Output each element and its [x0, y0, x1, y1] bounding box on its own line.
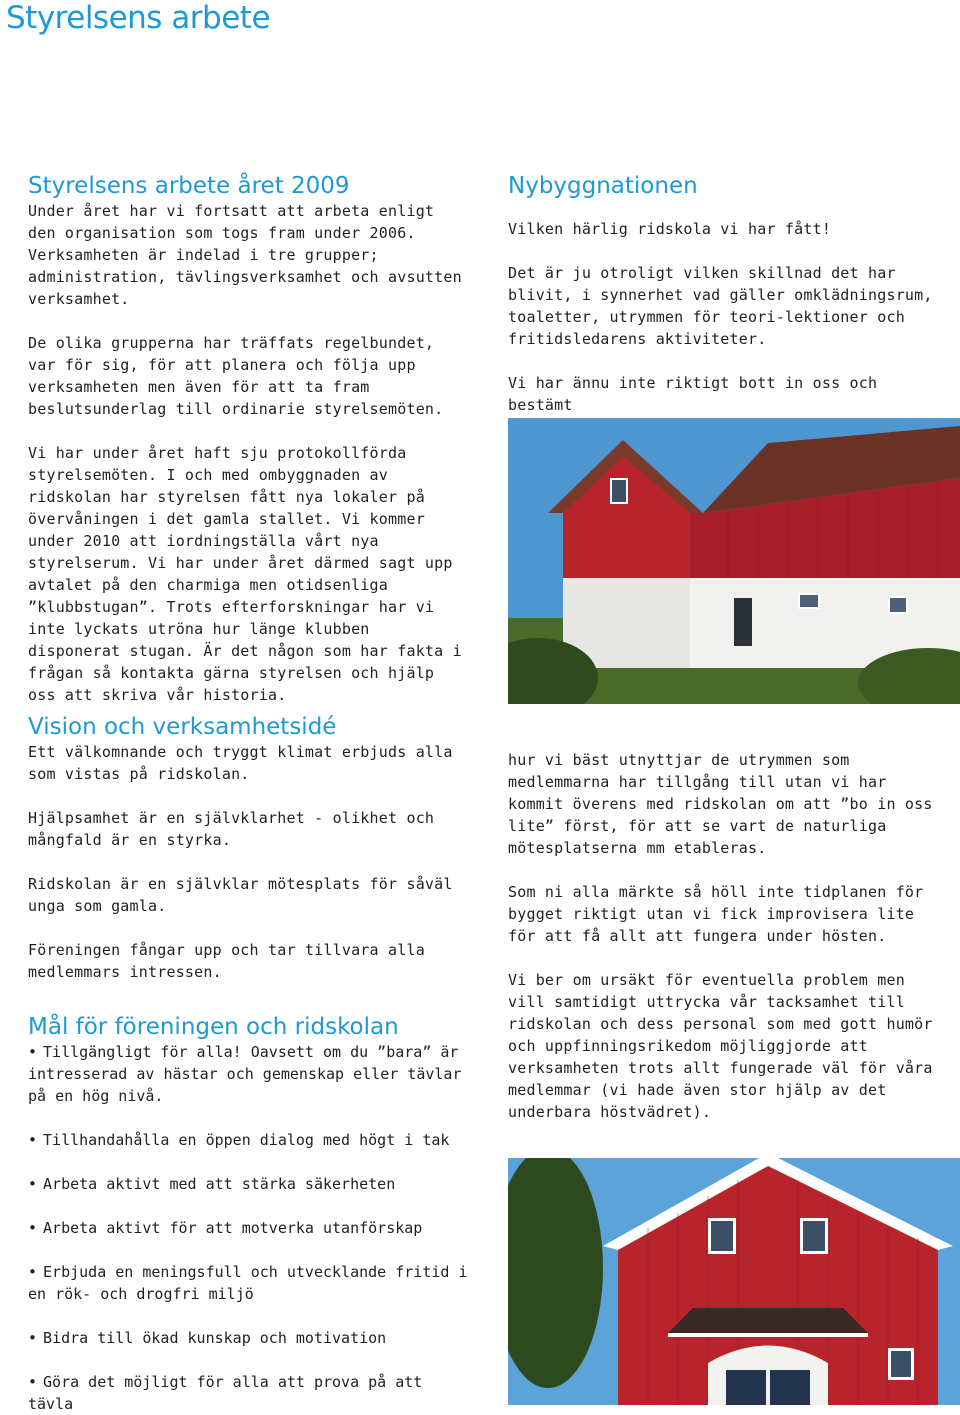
goal-text: Arbeta aktivt för att motverka utanförskap	[43, 1219, 423, 1237]
section-heading-new-construction: Nybyggnationen	[508, 173, 698, 199]
construction-paragraph-2: Det är ju otroligt vilken skillnad det har blivit, i synnerhet vad gäller omklädningsrum, toaletter, utrymmen för teori-lektioner och fritidsledarens aktiviteter.	[508, 264, 933, 348]
bullet-icon: •	[28, 1043, 38, 1061]
list-item	[28, 1327, 468, 1349]
goal-text: Bidra till ökad kunskap och motivation	[43, 1329, 387, 1347]
window-pane	[612, 480, 626, 502]
bullet-icon: •	[28, 1131, 38, 1149]
list-item	[28, 1129, 468, 1151]
bullet-icon: •	[28, 1329, 38, 1347]
list-item	[28, 1261, 468, 1305]
list-item	[28, 1371, 468, 1415]
goal-text: Erbjuda en meningsfull och utvecklande fritid i en rök- och drogfri miljö	[28, 1263, 468, 1303]
vision-paragraph-2: Hjälpsamhet är en självklarhet - olikhet och mångfald är en styrka.	[28, 809, 435, 849]
paragraph-board-meetings: Vi har under året haft sju protokollförda styrelsemöten. I och med ombyggnaden av ridskolan har styrelsen fått nya lokaler på övervåningen i det gamla stallet. Vi kommer under 2010 att iordningställa vårt nya styrelserum. Vi har under året därmed sagt upp avtalet på den charmiga men otidsenliga ”klubbstugan”. Trots efterforskningar har vi inte lyckats utröna hur länge klubben disponerat stugan. Är det någon som har fakta i frågan så kontakta gärna styrelsen och hjälp oss att skriva vår historia.	[28, 444, 462, 704]
section-board-work-2009	[28, 172, 468, 706]
list-item	[28, 1173, 468, 1195]
list-item	[28, 1217, 468, 1239]
goal-text: Tillgängligt för alla! Oavsett om du ”bara” är intresserad av hästar och gemenskap eller tävlar på en hög nivå.	[28, 1043, 462, 1105]
vision-paragraph-4: Föreningen fångar upp och tar tillvara alla medlemmars intressen.	[28, 941, 425, 981]
canopy-trim	[668, 1333, 868, 1337]
construction-paragraph-5: Som ni alla märkte så höll inte tidplanen för bygget riktigt utan vi fick improvisera lite för att få allt att fungera under hösten.	[508, 883, 924, 945]
vision-paragraph-1: Ett välkomnande och tryggt klimat erbjuds alla som vistas på ridskolan.	[28, 743, 453, 783]
window-pane	[800, 595, 818, 607]
goal-text: Tillhandahålla en öppen dialog med högt i tak	[43, 1131, 450, 1149]
construction-paragraph-6: Vi ber om ursäkt för eventuella problem men vill samtidigt uttrycka vår tacksamhet till ridskolan och dess personal som med gott humör och uppfinningsrikedom möjliggjorde att verksamheten trots allt fungerade väl för våra medlemmar (vi hade även stor hjälp av det underbara höstvädret).	[508, 971, 933, 1121]
entrance-door-right	[770, 1370, 810, 1405]
barn-illustration	[508, 1158, 960, 1405]
vision-paragraph-3: Ridskolan är en självklar mötesplats för såväl unga som gamla.	[28, 875, 453, 915]
construction-paragraph-3: Vi har ännu inte riktigt bott in oss och bestämt	[508, 374, 878, 414]
section-goals	[28, 1013, 468, 1415]
door	[734, 598, 752, 646]
window-pane	[891, 1351, 911, 1377]
photo-red-barn-entrance	[508, 1158, 960, 1405]
section-heading-vision: Vision och verksamhetsidé	[28, 714, 337, 740]
paragraph-groups-meetings: De olika grupperna har träffats regelbundet, var för sig, för att planera och följa upp verksamheten men även för att ta fram beslutsunderlag till ordinarie styrelsemöten.	[28, 334, 444, 418]
section-heading-board-work: Styrelsens arbete året 2009	[28, 173, 350, 199]
goal-text: Arbeta aktivt med att stärka säkerheten	[43, 1175, 396, 1193]
page-title: Styrelsens arbete	[6, 0, 271, 36]
bullet-icon: •	[28, 1219, 38, 1237]
construction-paragraph-4: hur vi bäst utnyttjar de utrymmen som medlemmarna har tillgång till utan vi har kommit överens med ridskolan om att ”bo in oss lite” först, för att se vart de naturliga mötesplatserna mm etableras.	[508, 751, 933, 857]
list-item	[28, 1041, 468, 1107]
entrance-door-left	[726, 1370, 766, 1405]
goals-list	[28, 1041, 468, 1415]
bullet-icon: •	[28, 1263, 38, 1281]
section-vision	[28, 713, 468, 983]
stable-illustration	[508, 418, 960, 704]
bullet-icon: •	[28, 1175, 38, 1193]
paragraph-organisation: Under året har vi fortsatt att arbeta enligt den organisation som togs fram under 2006. Verksamheten är indelad i tre grupper; administration, tävlingsverksamhet och avsutten verksamhet.	[28, 202, 462, 308]
bullet-icon: •	[28, 1373, 38, 1391]
construction-paragraph-1: Vilken härlig ridskola vi har fått!	[508, 220, 832, 238]
window-pane	[803, 1221, 825, 1251]
window-pane	[711, 1221, 733, 1251]
window-pane	[890, 598, 906, 612]
entrance-canopy	[668, 1308, 868, 1333]
photo-renovated-stable	[508, 418, 960, 704]
goal-text: Göra det möjligt för alla att prova på att tävla	[28, 1373, 423, 1413]
section-new-construction	[508, 172, 948, 416]
section-heading-goals: Mål för föreningen och ridskolan	[28, 1014, 399, 1040]
section-new-construction-continued	[508, 749, 948, 1123]
